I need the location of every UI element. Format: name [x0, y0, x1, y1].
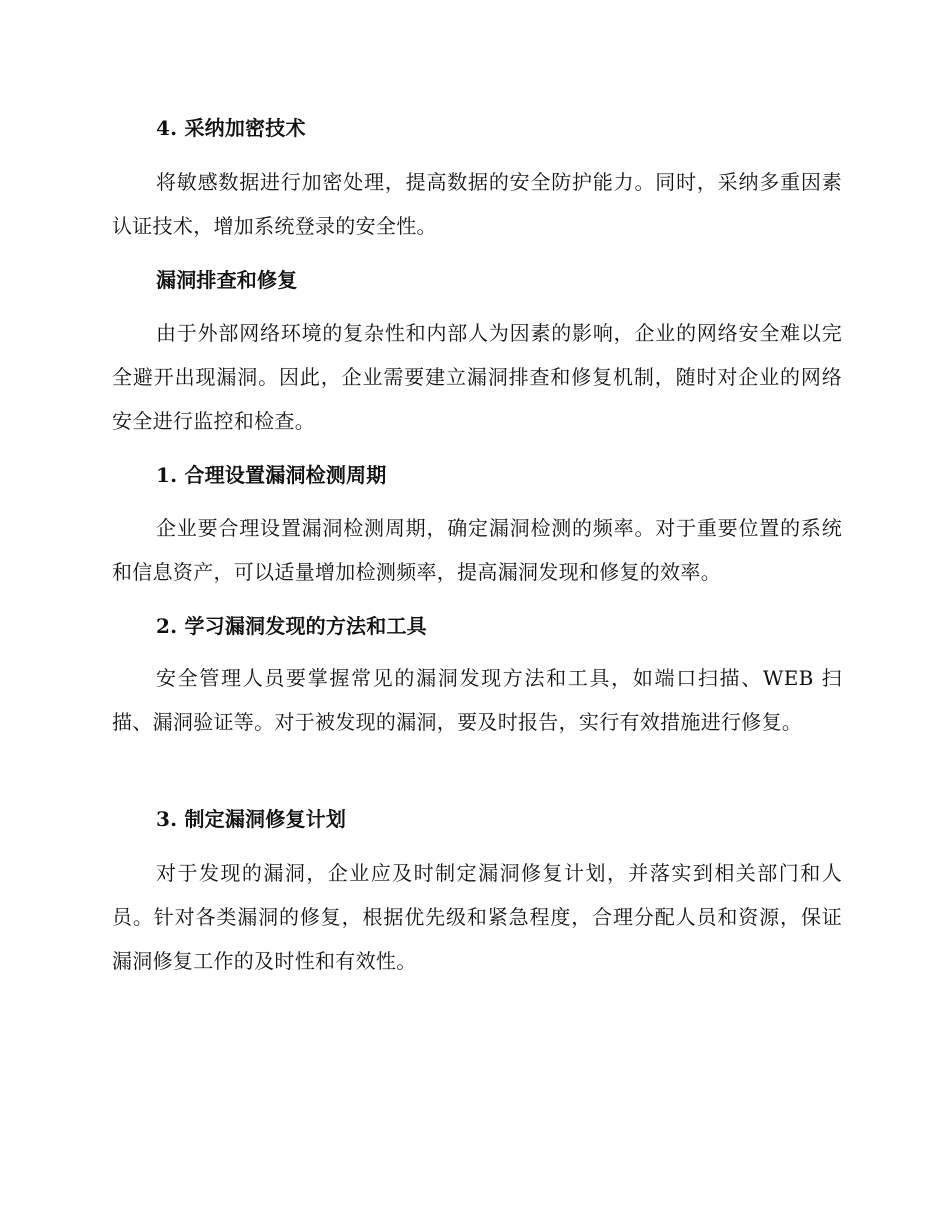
section-heading-discovery-tools: 2. 学习漏洞发现的方法和工具 [156, 614, 427, 638]
section-heading-repair-plan: 3. 制定漏洞修复计划 [156, 807, 347, 831]
section-paragraph-encryption: 将敏感数据进行加密处理，提高数据的安全防护能力。同时，采纳多重因素认证技术，增加系统登录的安全性。 [112, 170, 842, 238]
section-paragraph-discovery-tools: 安全管理人员要掌握常见的漏洞发现方法和工具，如端口扫描、WEB 扫描、漏洞验证等。对于被发现的漏洞，要及时报告，实行有效措施进行修复。 [112, 666, 842, 734]
section-paragraph-detection-cycle: 企业要合理设置漏洞检测周期，确定漏洞检测的频率。对于重要位置的系统和信息资产，可以适量增加检测频率，提高漏洞发现和修复的效率。 [112, 516, 842, 584]
section-heading-vulnerability-check: 漏洞排查和修复 [156, 268, 298, 292]
section-heading-encryption: 4. 采纳加密技术 [156, 116, 306, 140]
section-heading-detection-cycle: 1. 合理设置漏洞检测周期 [156, 463, 387, 487]
section-paragraph-repair-plan: 对于发现的漏洞，企业应及时制定漏洞修复计划，并落实到相关部门和人员。针对各类漏洞的修复，根据优先级和紧急程度，合理分配人员和资源，保证漏洞修复工作的及时性和有效性。 [112, 861, 842, 973]
section-paragraph-vulnerability-check: 由于外部网络环境的复杂性和内部人为因素的影响，企业的网络安全难以完全避开出现漏洞。因此，企业需要建立漏洞排查和修复机制，随时对企业的网络安全进行监控和检查。 [112, 321, 842, 433]
